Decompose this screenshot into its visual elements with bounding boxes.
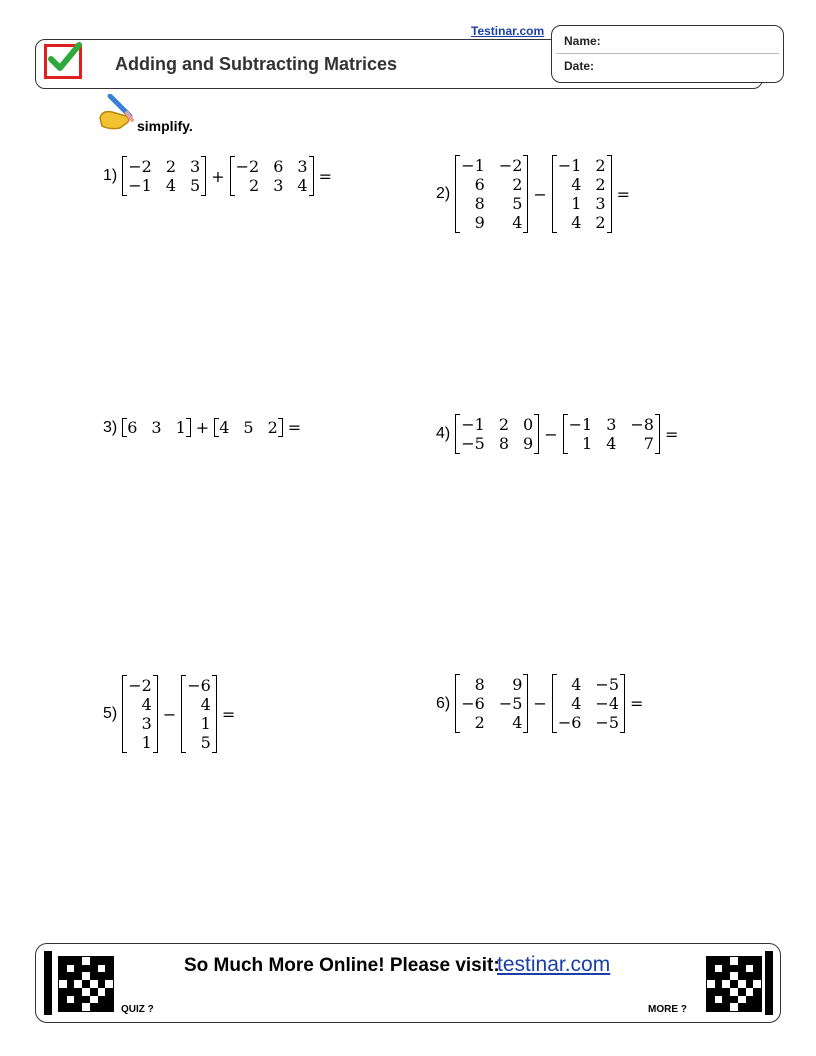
- qr-module: [105, 965, 113, 973]
- qr-module: [67, 980, 75, 988]
- matrix-entry: −5: [461, 434, 485, 453]
- qr-module: [74, 957, 82, 965]
- operator: +: [211, 166, 225, 186]
- problem-6: [436, 674, 648, 733]
- qr-module: [105, 972, 113, 980]
- qr-module: [74, 988, 82, 996]
- site-link[interactable]: Testinar.com: [471, 24, 545, 38]
- matrix-entry: −6: [461, 694, 485, 713]
- matrix-entry: 2: [512, 175, 523, 194]
- matrix-entry: −5: [595, 713, 620, 732]
- qr-module: [74, 980, 82, 988]
- qr-module: [730, 1003, 738, 1011]
- qr-module: [753, 972, 761, 980]
- equals-sign: =: [221, 704, 236, 724]
- qr-module: [746, 957, 754, 965]
- name-date-box: [551, 25, 784, 83]
- qr-module: [90, 957, 98, 965]
- problem-1: [103, 156, 337, 196]
- matrix-entry: 2: [595, 156, 606, 175]
- qr-module: [753, 988, 761, 996]
- equals-sign: =: [287, 418, 302, 437]
- matrix-entry: 1: [141, 733, 152, 752]
- matrix-entry: 3: [595, 194, 606, 213]
- qr-module: [105, 957, 113, 965]
- date-label: Date:: [564, 59, 595, 73]
- qr-module: [67, 965, 75, 973]
- qr-module: [82, 988, 90, 996]
- qr-module: [98, 957, 106, 965]
- left-matrix: [122, 156, 206, 196]
- matrix-entry: 4: [512, 213, 523, 232]
- qr-module: [82, 957, 90, 965]
- right-matrix: [181, 675, 217, 753]
- qr-module: [730, 988, 738, 996]
- matrix-entry: −1: [128, 176, 152, 195]
- qr-module: [738, 988, 746, 996]
- matrix-entry: 5: [243, 418, 254, 437]
- matrix-entry: 5: [512, 194, 523, 213]
- equals-sign: =: [616, 184, 631, 204]
- qr-module: [98, 972, 106, 980]
- matrix-entry: 4: [165, 176, 177, 195]
- quiz-qr-code-icon[interactable]: [58, 956, 114, 1012]
- qr-module: [74, 965, 82, 973]
- qr-module: [105, 1003, 113, 1011]
- equals-sign: =: [318, 166, 332, 186]
- qr-module: [98, 1003, 106, 1011]
- matrix-entry: 1: [582, 434, 593, 453]
- matrix-entry: −1: [568, 415, 593, 434]
- matrix-entry: −8: [630, 415, 654, 434]
- qr-module: [707, 980, 715, 988]
- qr-module: [738, 965, 746, 973]
- qr-module: [82, 965, 90, 973]
- matrix-entry: −6: [557, 713, 582, 732]
- qr-module: [59, 996, 67, 1004]
- right-matrix: [563, 414, 660, 454]
- qr-module: [707, 965, 715, 973]
- operator: −: [162, 704, 177, 724]
- qr-module: [722, 980, 730, 988]
- qr-module: [715, 1003, 723, 1011]
- qr-module: [67, 972, 75, 980]
- matrix-entry: 9: [512, 675, 523, 694]
- matrix-entry: 3: [297, 157, 308, 176]
- name-label: Name:: [564, 34, 601, 48]
- qr-module: [105, 996, 113, 1004]
- operator: −: [544, 424, 558, 444]
- matrix-entry: −6: [187, 676, 211, 695]
- page-title: Adding and Subtracting Matrices: [115, 54, 398, 74]
- problem-number: 4): [436, 425, 451, 442]
- matrix-entry: 3: [151, 418, 162, 437]
- matrix-entry: 4: [571, 213, 582, 232]
- qr-module: [722, 972, 730, 980]
- qr-module: [722, 1003, 730, 1011]
- qr-module: [738, 1003, 746, 1011]
- operator: −: [533, 694, 547, 713]
- matrix-entry: 4: [571, 675, 582, 694]
- problem-5: [103, 675, 240, 753]
- qr-module: [746, 996, 754, 1004]
- qr-module: [715, 965, 723, 973]
- problem-3: [103, 418, 306, 437]
- qr-module: [707, 957, 715, 965]
- qr-module: [730, 972, 738, 980]
- qr-module: [722, 996, 730, 1004]
- problem-4: [436, 414, 683, 454]
- matrix-entry: 9: [523, 434, 534, 453]
- matrix-entry: 6: [273, 157, 284, 176]
- matrix-entry: 3: [273, 176, 284, 195]
- qr-module: [738, 957, 746, 965]
- matrix-entry: 5: [200, 733, 211, 752]
- qr-module: [74, 972, 82, 980]
- qr-module: [98, 980, 106, 988]
- qr-module: [59, 1003, 67, 1011]
- matrix-entry: 3: [190, 157, 201, 176]
- testinar-link[interactable]: testinar.com: [497, 953, 611, 976]
- more-label: MORE ?: [648, 1004, 687, 1015]
- qr-module: [67, 957, 75, 965]
- qr-module: [715, 980, 723, 988]
- matrix-entry: 1: [200, 714, 211, 733]
- qr-module: [90, 980, 98, 988]
- qr-module: [715, 972, 723, 980]
- matrix-entry: 8: [474, 675, 485, 694]
- matrix-entry: 2: [249, 176, 260, 195]
- qr-module: [746, 988, 754, 996]
- checkmark-logo-icon: [44, 44, 82, 79]
- qr-module: [59, 988, 67, 996]
- qr-module: [715, 988, 723, 996]
- qr-module: [722, 957, 730, 965]
- problem-number: 5): [103, 705, 118, 722]
- qr-module: [738, 972, 746, 980]
- matrix-entry: 4: [200, 695, 211, 714]
- qr-module: [82, 972, 90, 980]
- matrix-entry: 7: [643, 434, 654, 453]
- qr-module: [746, 1003, 754, 1011]
- qr-module: [707, 972, 715, 980]
- qr-module: [67, 996, 75, 1004]
- matrix-entry: 6: [127, 418, 138, 437]
- problem-number: 2): [436, 185, 451, 202]
- qr-module: [82, 980, 90, 988]
- matrix-entry: −2: [235, 157, 260, 176]
- problem-2: [436, 155, 635, 233]
- matrix-entry: 4: [606, 434, 617, 453]
- qr-module: [90, 972, 98, 980]
- qr-module: [59, 957, 67, 965]
- matrix-entry: 2: [595, 175, 606, 194]
- left-matrix: [122, 675, 158, 753]
- matrix-entry: 2: [165, 157, 177, 176]
- right-matrix: [552, 674, 625, 733]
- qr-module: [90, 996, 98, 1004]
- qr-module: [707, 996, 715, 1004]
- qr-module: [98, 965, 106, 973]
- more-qr-strip: [765, 951, 773, 1015]
- matrix-entry: 2: [474, 713, 485, 732]
- qr-module: [746, 965, 754, 973]
- qr-module: [738, 996, 746, 1004]
- matrix-entry: −2: [128, 157, 152, 176]
- qr-module: [67, 988, 75, 996]
- matrix-entry: −2: [498, 156, 523, 175]
- matrix-entry: 4: [219, 418, 230, 437]
- qr-module: [753, 1003, 761, 1011]
- matrix-entry: 4: [297, 176, 308, 195]
- matrix-entry: 8: [474, 194, 485, 213]
- matrix-entry: 5: [190, 176, 201, 195]
- problem-number: 6): [436, 694, 451, 712]
- quiz-qr-strip: [44, 951, 52, 1015]
- qr-module: [82, 1003, 90, 1011]
- left-matrix: [455, 155, 528, 233]
- qr-module: [730, 957, 738, 965]
- qr-module: [90, 965, 98, 973]
- more-qr-code-icon[interactable]: [706, 956, 762, 1012]
- matrix-entry: −4: [595, 694, 620, 713]
- qr-module: [74, 996, 82, 1004]
- operator: +: [195, 418, 210, 437]
- qr-module: [90, 1003, 98, 1011]
- left-matrix: [455, 414, 539, 454]
- qr-module: [105, 980, 113, 988]
- matrix-entry: 3: [606, 415, 617, 434]
- qr-module: [746, 972, 754, 980]
- matrix-entry: 9: [474, 213, 485, 232]
- matrix-entry: 2: [595, 213, 606, 232]
- matrix-entry: −1: [557, 156, 582, 175]
- problem-number: 1): [103, 167, 118, 184]
- equals-sign: =: [630, 694, 644, 713]
- qr-module: [753, 996, 761, 1004]
- right-matrix: [552, 155, 612, 233]
- matrix-entry: 4: [571, 175, 582, 194]
- left-matrix: [455, 674, 528, 733]
- qr-module: [707, 1003, 715, 1011]
- qr-module: [753, 965, 761, 973]
- qr-module: [98, 996, 106, 1004]
- matrix-entry: 4: [141, 695, 152, 714]
- qr-module: [90, 988, 98, 996]
- qr-module: [98, 988, 106, 996]
- left-matrix: [122, 418, 191, 437]
- qr-module: [746, 980, 754, 988]
- matrix-entry: 2: [267, 418, 278, 437]
- matrix-entry: 2: [498, 415, 510, 434]
- writing-hand-icon: [96, 94, 138, 132]
- matrix-entry: 4: [571, 694, 582, 713]
- qr-module: [722, 988, 730, 996]
- qr-module: [730, 996, 738, 1004]
- instruction-text: simplify.: [137, 118, 193, 134]
- qr-module: [59, 972, 67, 980]
- footer-text: So Much More Online! Please visit:: [184, 955, 500, 976]
- qr-module: [82, 996, 90, 1004]
- qr-module: [105, 988, 113, 996]
- matrix-entry: −1: [461, 415, 485, 434]
- qr-module: [738, 980, 746, 988]
- qr-module: [59, 965, 67, 973]
- quiz-label: QUIZ ?: [121, 1004, 154, 1015]
- qr-module: [74, 1003, 82, 1011]
- matrix-entry: 6: [474, 175, 485, 194]
- matrix-entry: 8: [498, 434, 510, 453]
- qr-module: [715, 957, 723, 965]
- matrix-entry: −2: [128, 676, 152, 695]
- matrix-entry: 0: [523, 415, 534, 434]
- qr-module: [730, 980, 738, 988]
- matrix-entry: −1: [461, 156, 485, 175]
- right-matrix: [214, 418, 283, 437]
- matrix-entry: 1: [175, 418, 186, 437]
- qr-module: [715, 996, 723, 1004]
- qr-module: [753, 980, 761, 988]
- equals-sign: =: [664, 424, 679, 444]
- matrix-entry: −5: [498, 694, 523, 713]
- problem-number: 3): [103, 418, 118, 436]
- divider: [556, 53, 779, 54]
- matrix-entry: 3: [141, 714, 152, 733]
- matrix-entry: −5: [595, 675, 620, 694]
- qr-module: [730, 965, 738, 973]
- operator: −: [533, 184, 547, 204]
- qr-module: [722, 965, 730, 973]
- qr-module: [59, 980, 67, 988]
- right-matrix: [230, 156, 314, 196]
- matrix-entry: 4: [512, 713, 523, 732]
- qr-module: [707, 988, 715, 996]
- matrix-entry: 1: [571, 194, 582, 213]
- qr-module: [67, 1003, 75, 1011]
- qr-module: [753, 957, 761, 965]
